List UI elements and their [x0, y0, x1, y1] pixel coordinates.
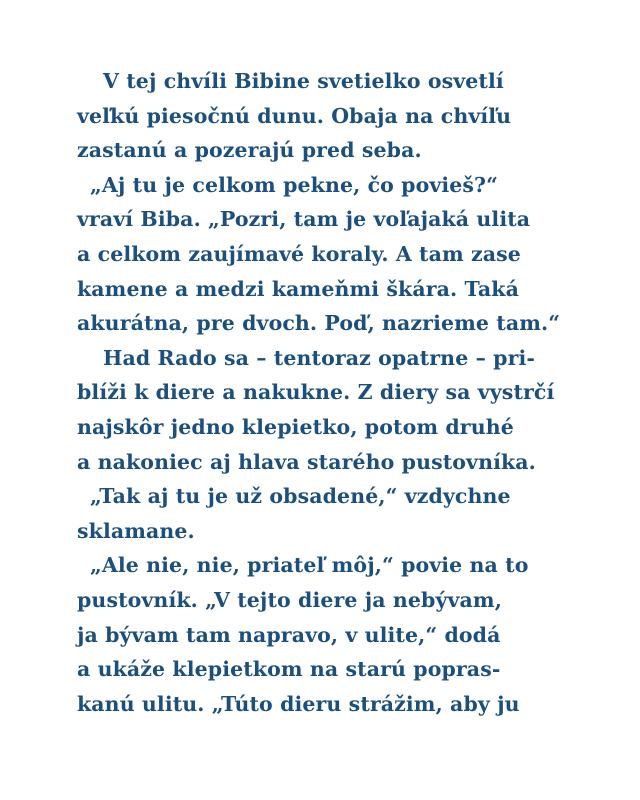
text-line: a nakoniec aj hlava starého pustovníka.: [77, 449, 536, 474]
text-line: blíži k diere a nakukne. Z diery sa vystrčí: [77, 380, 555, 405]
text-line: a ukáže klepietkom na starú popras-: [77, 657, 501, 682]
text-line: vraví Biba. „Pozri, tam je voľajaká ulita: [77, 207, 531, 232]
text-line: a celkom zaujímavé koraly. A tam zase: [77, 241, 521, 266]
text-line: „Aj tu je celkom pekne, čo povieš?“: [90, 172, 499, 197]
text-line: V tej chvíli Bibine svetielko osvetlí: [103, 69, 504, 93]
text-line: kamene a medzi kameňmi škára. Taká: [77, 276, 519, 301]
text-line: zastanú a pozerajú pred seba.: [77, 138, 422, 163]
text-line: sklamane.: [77, 518, 195, 543]
story-text: [0, 64, 640, 721]
text-line: najskôr jedno klepietko, potom druhé: [77, 414, 514, 439]
text-line: kanú ulitu. „Túto dieru strážim, aby ju: [77, 691, 520, 716]
text-line: Had Rado sa – tentoraz opatrne – pri-: [103, 345, 535, 370]
text-line: „Tak aj tu je už obsadené,“ vzdychne: [90, 484, 511, 509]
text-line: „Ale nie, nie, priateľ môj,“ povie na to: [90, 553, 529, 578]
text-line: veľkú piesočnú dunu. Obaja na chvíľu: [77, 103, 512, 128]
text-line: akurátna, pre dvoch. Poď, nazrieme tam.“: [77, 311, 561, 336]
text-line: pustovník. „V tejto diere ja nebývam,: [77, 587, 502, 612]
text-line: ja bývam tam napravo, v ulite,“ dodá: [77, 622, 501, 647]
